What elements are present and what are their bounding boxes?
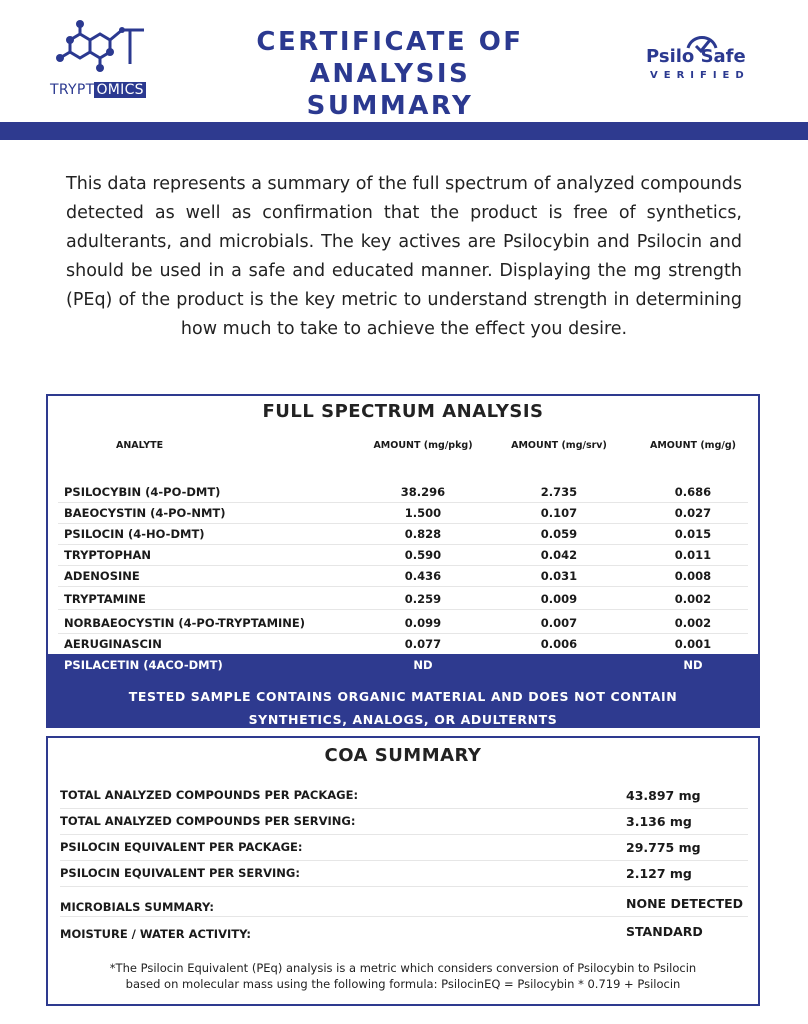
tryptomics-logo: [50, 18, 160, 102]
wordmark-boxed-text: OMICS: [96, 82, 144, 98]
summary-row: [60, 892, 748, 917]
summary-label: TOTAL ANALYZED COMPOUNDS PER PACKAGE:: [60, 788, 359, 802]
header-band: [0, 122, 808, 140]
title-line-2: ANALYSIS SUMMARY: [306, 59, 474, 121]
g-cell: 0.027: [674, 506, 712, 520]
header: [0, 0, 808, 120]
title-line-1: CERTIFICATE OF: [256, 27, 524, 57]
g-cell: 0.011: [674, 548, 712, 562]
table-row: [58, 482, 748, 503]
summary-label: TOTAL ANALYZED COMPOUNDS PER SERVING:: [60, 814, 356, 828]
pkg-cell: 0.099: [404, 616, 442, 630]
srv-cell: 0.059: [540, 527, 578, 541]
peq-footnote: [58, 960, 748, 992]
analyte-cell: BAEOCYSTIN (4-PO-NMT): [64, 506, 226, 520]
table-row: [58, 589, 748, 610]
intro-paragraph: This data represents a summary of the full spectrum of analyzed compounds detected as well as confirmation that the product is free of synthetics, adulterants, and microbials. The key actives are Psilocybin and Psilocin and should be used in a safe and educated manner. Displaying the mg strength (PEq) of the product is the key metric to understand strength in determining how much to take to achieve the effect you desire.: [66, 174, 742, 339]
srv-cell: 2.735: [540, 485, 578, 499]
summary-label: PSILOCIN EQUIVALENT PER SERVING:: [60, 866, 300, 880]
srv-cell: 0.107: [540, 506, 578, 520]
analyte-cell: PSILOCIN (4-HO-DMT): [64, 527, 205, 541]
pkg-cell: 0.590: [404, 548, 442, 562]
summary-row: [60, 862, 748, 887]
table-row: [58, 545, 748, 566]
coa-summary-panel: [46, 736, 760, 1006]
analyte-cell: TRYPTAMINE: [64, 592, 146, 606]
table-row: [58, 634, 748, 654]
srv-cell: 0.009: [540, 592, 578, 606]
full-spectrum-title: FULL SPECTRUM ANALYSIS: [262, 401, 544, 422]
summary-value: 2.127 mg: [626, 866, 692, 881]
analyte-cell: TRYPTOPHAN: [64, 548, 152, 562]
full-spectrum-panel: [46, 394, 760, 728]
srv-cell: 0.007: [540, 616, 578, 630]
highlight-row: [48, 654, 758, 676]
col-mg-g: AMOUNT (mg/g): [650, 440, 736, 451]
summary-value: 29.775 mg: [626, 840, 701, 855]
verified-text: VERIFIED: [650, 70, 750, 81]
sample-note-line-2: SYNTHETICS, ANALOGS, OR ADULTERNTS: [248, 712, 558, 727]
footnote-line-1: *The Psilocin Equivalent (PEq) analysis is a metric which considers conversion of Psilocybin to Psilocin: [109, 961, 697, 975]
col-mg-pkg: AMOUNT (mg/pkg): [373, 440, 473, 451]
summary-label: MOISTURE / WATER ACTIVITY:: [60, 927, 252, 941]
summary-value: 3.136 mg: [626, 814, 692, 829]
g-cell: 0.015: [674, 527, 712, 541]
summary-value: NONE DETECTED: [626, 896, 744, 911]
g-cell: 0.686: [674, 485, 712, 499]
summary-label: MICROBIALS SUMMARY:: [60, 900, 214, 914]
summary-row: [60, 920, 748, 944]
table-row: [58, 566, 748, 587]
summary-label: PSILOCIN EQUIVALENT PER PACKAGE:: [60, 840, 303, 854]
g-cell: 0.008: [674, 569, 712, 583]
summary-row: [60, 784, 748, 809]
table-row: [58, 613, 748, 634]
pkg-cell: 1.500: [404, 506, 442, 520]
pkg-cell: 0.828: [404, 527, 442, 541]
summary-row: [60, 836, 748, 861]
g-cell: 0.001: [674, 637, 712, 651]
analyte-cell: PSILOCYBIN (4-PO-DMT): [64, 485, 221, 499]
analyte-cell: PSILACETIN (4ACO-DMT): [64, 658, 223, 672]
table-row: [58, 503, 748, 524]
sample-note: [48, 676, 758, 726]
g-cell: 0.002: [674, 616, 712, 630]
pkg-cell: 0.259: [404, 592, 442, 606]
sample-note-line-1: TESTED SAMPLE CONTAINS ORGANIC MATERIAL AND DOES NOT CONTAIN: [128, 689, 678, 704]
srv-cell: 0.006: [540, 637, 578, 651]
analyte-cell: AERUGINASCIN: [64, 637, 162, 651]
analyte-cell: NORBAEOCYSTIN (4-PO-TRYPTAMINE): [64, 616, 306, 630]
molecule-icon: [56, 18, 148, 78]
col-analyte: ANALYTE: [116, 440, 164, 451]
summary-value: 43.897 mg: [626, 788, 701, 803]
srv-cell: 0.031: [540, 569, 578, 583]
summary-row: [60, 810, 748, 835]
pkg-cell: ND: [413, 658, 433, 672]
tryptomics-wordmark: [50, 82, 146, 98]
pkg-cell: 0.436: [404, 569, 442, 583]
footnote-line-2: based on molecular mass using the following formula: PsilocinEQ = Psilocybin * 0.719 + Psilocin: [125, 977, 681, 991]
pkg-cell: 38.296: [400, 485, 446, 499]
srv-cell: 0.042: [540, 548, 578, 562]
col-mg-srv: AMOUNT (mg/srv): [511, 440, 607, 451]
table-header: [48, 440, 758, 462]
g-cell: ND: [683, 658, 703, 672]
psilosafe-verified-logo: [640, 30, 762, 90]
summary-value: STANDARD: [626, 924, 703, 939]
coa-summary-title: COA SUMMARY: [324, 745, 482, 766]
g-cell: 0.002: [674, 592, 712, 606]
page-title: [230, 26, 550, 122]
psilosafe-text: Psilo Safe: [646, 46, 746, 67]
wordmark-text: TRYPT: [50, 82, 95, 98]
analyte-cell: ADENOSINE: [64, 569, 140, 583]
table-row: [58, 524, 748, 545]
pkg-cell: 0.077: [404, 637, 442, 651]
